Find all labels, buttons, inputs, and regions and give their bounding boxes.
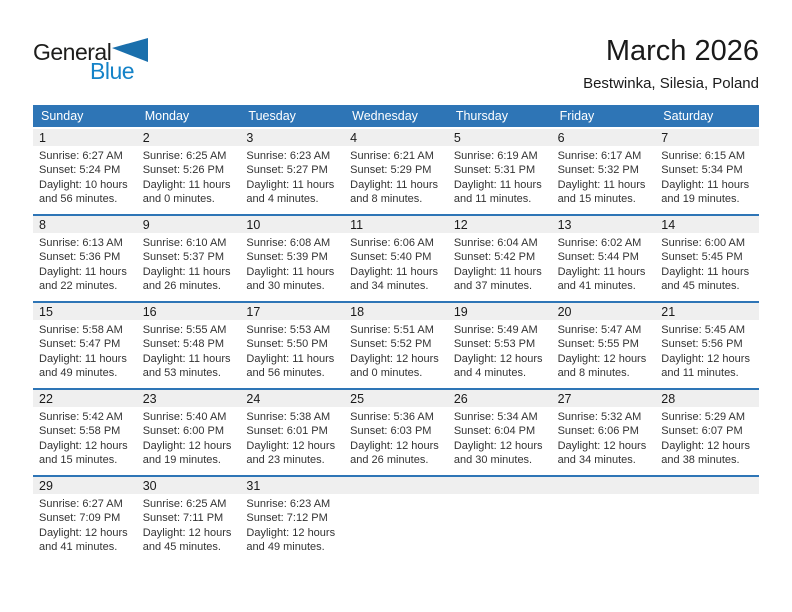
day-info-line: Sunset: 5:53 PM [453,338,536,351]
day-cell-body [33,494,137,555]
day-cell-body [344,407,448,468]
day-cell-body [240,494,344,555]
day-info-line: Sunset: 5:52 PM [350,338,432,351]
day-info-line: and 0 minutes. [350,367,423,380]
day-info-line: Sunrise: 6:27 AM [39,150,123,162]
day-info-line: Sunrise: 5:53 AM [246,324,331,336]
day-cell-17 [240,303,344,388]
day-number-band: 23 [137,390,241,407]
day-info-line: Daylight: 11 hours [39,265,127,278]
day-info-line: Sunrise: 6:21 AM [350,150,434,162]
day-cell-body [240,146,344,207]
day-info-line: and 41 minutes. [557,280,636,293]
day-cell-2 [137,129,241,214]
day-info-line: Sunrise: 5:32 AM [557,411,642,423]
day-info-line: Daylight: 11 hours [350,265,438,278]
day-cell-body [137,320,241,381]
day-info-line: and 11 minutes. [453,193,532,206]
day-number-band: 31 [240,477,344,494]
day-info-line: Sunrise: 6:27 AM [39,498,123,510]
weekday-header-monday: Monday [144,109,190,123]
day-info-line: Sunset: 6:00 PM [142,425,225,438]
day-number-band: 19 [448,303,552,320]
day-info-line: Daylight: 12 hours [142,526,232,539]
day-cell-20 [552,303,656,388]
logo-text-blue: Blue [90,58,135,84]
day-cell-9 [137,216,241,301]
day-info-line: Daylight: 12 hours [661,439,750,452]
day-info-line: Sunset: 5:37 PM [142,251,225,264]
day-info-line: Sunset: 5:31 PM [453,164,536,177]
day-cell-body [137,494,241,555]
day-cell-body [344,233,448,294]
day-info-line: Sunrise: 6:00 AM [661,237,746,249]
day-number-band: 28 [655,390,759,407]
day-info-line: Daylight: 11 hours [661,178,750,191]
day-info-line: Sunset: 5:56 PM [661,338,743,351]
day-info-line: Sunset: 7:09 PM [39,512,121,525]
general-blue-logo [33,38,148,83]
day-info-line: Sunset: 7:11 PM [142,512,224,525]
day-info-line: and 34 minutes. [350,280,429,293]
empty-day-cell [344,477,448,562]
day-number-band: 8 [33,216,137,233]
day-info-line: Sunset: 7:12 PM [246,512,328,525]
day-info-line: Sunrise: 5:55 AM [142,324,227,336]
day-cell-25 [344,390,448,475]
day-info-line: Sunrise: 6:02 AM [557,237,642,249]
day-number-band: 12 [448,216,552,233]
day-cell-12 [448,216,552,301]
day-info-line: Sunset: 5:48 PM [142,338,225,351]
weekday-header-friday: Friday [559,109,595,123]
day-cell-5 [448,129,552,214]
day-number-band: 9 [137,216,241,233]
day-info-line: and 11 minutes. [661,367,739,380]
day-cell-26 [448,390,552,475]
day-cell-body [448,407,552,468]
day-info-line: Daylight: 11 hours [453,265,542,278]
day-info-line: Sunrise: 6:23 AM [246,498,331,510]
day-info-line: Daylight: 12 hours [557,352,647,365]
day-info-line: Sunrise: 6:04 AM [453,237,538,249]
day-cell-27 [552,390,656,475]
day-number-band: 29 [33,477,137,494]
day-info-line: Sunrise: 6:17 AM [557,150,642,162]
day-cell-body [344,146,448,207]
empty-day-cell [448,477,552,562]
day-info-line: and 4 minutes. [246,193,319,206]
day-cell-22 [33,390,137,475]
day-info-line: Sunset: 5:32 PM [557,164,639,177]
day-info-line: Sunset: 6:04 PM [453,425,536,438]
day-info-line: Sunrise: 6:10 AM [142,237,227,249]
day-cell-21 [655,303,759,388]
day-cell-body [240,320,344,381]
day-info-line: Sunrise: 5:36 AM [350,411,434,423]
day-cell-body [33,233,137,294]
day-cell-30 [137,477,241,562]
week-row-2 [33,214,759,301]
day-number-band: 11 [344,216,448,233]
day-cell-body [655,233,759,294]
day-cell-10 [240,216,344,301]
day-info-line: Daylight: 12 hours [350,439,439,452]
day-info-line: Sunset: 5:24 PM [39,164,121,177]
day-cell-1 [33,129,137,214]
day-cell-body [240,407,344,468]
page-header [33,36,759,100]
day-info-line: Daylight: 11 hours [453,178,542,191]
day-info-line: Daylight: 12 hours [246,526,336,539]
day-number-band: 27 [552,390,656,407]
day-info-line: Sunset: 5:55 PM [557,338,639,351]
day-info-line: Daylight: 11 hours [661,265,750,278]
day-info-line: and 19 minutes. [661,193,740,206]
day-cell-29 [33,477,137,562]
day-number-band [344,477,448,494]
day-info-line: and 49 minutes. [246,541,325,554]
week-row-4 [33,388,759,475]
day-info-line: Daylight: 11 hours [557,178,646,191]
day-info-line: Daylight: 11 hours [142,265,231,278]
day-cell-6 [552,129,656,214]
day-number-band: 26 [448,390,552,407]
day-info-line: Sunset: 5:26 PM [142,164,225,177]
day-info-line: and 37 minutes. [453,280,533,293]
day-info-line: Daylight: 11 hours [142,178,231,191]
day-cell-body [552,320,656,381]
day-info-line: Sunrise: 6:19 AM [453,150,538,162]
weekday-header-sunday: Sunday [41,109,84,123]
day-info-line: Sunrise: 5:49 AM [453,324,538,336]
day-number-band [655,477,759,494]
day-info-line: Sunrise: 6:06 AM [350,237,434,249]
day-number-band: 18 [344,303,448,320]
weekday-header-thursday: Thursday [455,109,508,123]
day-info-line: and 22 minutes. [39,280,118,293]
calendar-grid [33,105,759,562]
day-number-band: 10 [240,216,344,233]
day-number-band: 13 [552,216,656,233]
week-row-1 [33,129,759,214]
day-number-band: 20 [552,303,656,320]
day-info-line: and 45 minutes. [661,280,740,293]
day-cell-24 [240,390,344,475]
title-block [583,36,759,92]
day-info-line: Sunset: 5:39 PM [246,251,328,264]
day-info-line: Daylight: 12 hours [453,352,543,365]
day-cell-31 [240,477,344,562]
day-info-line: Sunrise: 6:23 AM [246,150,331,162]
day-cell-body [552,407,656,468]
day-info-line: and 41 minutes. [39,541,118,554]
day-info-line: Sunrise: 6:25 AM [142,498,227,510]
day-info-line: and 38 minutes. [661,454,740,467]
day-cell-body [137,233,241,294]
day-info-line: Sunset: 5:50 PM [246,338,328,351]
day-info-line: and 8 minutes. [350,193,423,206]
day-info-line: Sunrise: 6:08 AM [246,237,331,249]
weeks-container [33,129,759,562]
day-info-line: and 56 minutes. [246,367,325,380]
day-info-line: Daylight: 11 hours [350,178,438,191]
day-info-line: Sunrise: 5:40 AM [142,411,227,423]
day-info-line: and 4 minutes. [453,367,526,380]
weekday-header-saturday: Saturday [663,109,714,123]
weekday-header-tuesday: Tuesday [248,109,296,123]
day-cell-4 [344,129,448,214]
day-cell-body [448,320,552,381]
day-info-line: Sunset: 6:01 PM [246,425,328,438]
day-info-line: Sunset: 5:58 PM [39,425,121,438]
day-number-band [552,477,656,494]
day-info-line: Sunset: 5:45 PM [661,251,743,264]
day-cell-3 [240,129,344,214]
day-info-line: Sunset: 6:03 PM [350,425,432,438]
day-number-band: 22 [33,390,137,407]
day-number-band: 3 [240,129,344,146]
day-info-line: and 56 minutes. [39,193,118,206]
day-cell-7 [655,129,759,214]
day-info-line: Sunrise: 6:25 AM [142,150,227,162]
day-info-line: Sunset: 6:07 PM [661,425,743,438]
day-info-line: Sunrise: 5:34 AM [453,411,538,423]
day-number-band: 5 [448,129,552,146]
day-info-line: Daylight: 11 hours [557,265,646,278]
day-info-line: Sunset: 5:36 PM [39,251,121,264]
day-info-line: Sunrise: 5:58 AM [39,324,123,336]
day-number-band: 14 [655,216,759,233]
day-info-line: and 26 minutes. [350,454,429,467]
day-info-line: and 23 minutes. [246,454,325,467]
day-number-band: 6 [552,129,656,146]
day-number-band: 25 [344,390,448,407]
day-cell-body [448,146,552,207]
day-number-band: 17 [240,303,344,320]
day-info-line: and 19 minutes. [142,454,221,467]
day-cell-body [137,407,241,468]
day-cell-14 [655,216,759,301]
day-info-line: Daylight: 12 hours [661,352,750,365]
day-number-band: 21 [655,303,759,320]
day-cell-body [137,146,241,207]
weekday-header-row [33,105,759,127]
day-info-line: Sunset: 5:40 PM [350,251,432,264]
day-info-line: Daylight: 11 hours [142,352,231,365]
day-info-line: Daylight: 11 hours [39,352,127,365]
day-info-line: and 49 minutes. [39,367,118,380]
day-info-line: Sunset: 5:42 PM [453,251,536,264]
day-cell-body [448,233,552,294]
day-info-line: Daylight: 12 hours [246,439,336,452]
day-info-line: Sunset: 6:06 PM [557,425,639,438]
day-info-line: Sunset: 5:44 PM [557,251,639,264]
day-info-line: and 30 minutes. [246,280,325,293]
day-info-line: Daylight: 12 hours [350,352,439,365]
day-number-band: 30 [137,477,241,494]
day-info-line: Daylight: 12 hours [142,439,232,452]
day-info-line: Sunrise: 5:45 AM [661,324,746,336]
day-number-band [448,477,552,494]
day-number-band: 15 [33,303,137,320]
day-info-line: and 34 minutes. [557,454,636,467]
day-cell-body [552,146,656,207]
day-cell-23 [137,390,241,475]
week-row-3 [33,301,759,388]
day-info-line: and 15 minutes. [39,454,118,467]
day-info-line: Sunrise: 5:51 AM [350,324,434,336]
day-cell-body [655,407,759,468]
empty-day-cell [655,477,759,562]
day-info-line: Daylight: 11 hours [246,265,335,278]
day-number-band: 7 [655,129,759,146]
page-subtitle: Bestwinka, Silesia, Poland [583,75,759,93]
day-info-line: Sunset: 5:34 PM [661,164,743,177]
day-info-line: and 53 minutes. [142,367,221,380]
day-number-band: 2 [137,129,241,146]
day-info-line: and 0 minutes. [142,193,215,206]
empty-day-cell [552,477,656,562]
day-cell-body [33,146,137,207]
day-info-line: Daylight: 12 hours [39,526,128,539]
day-cell-13 [552,216,656,301]
day-info-line: Sunrise: 6:15 AM [661,150,746,162]
day-cell-body [655,146,759,207]
day-number-band: 24 [240,390,344,407]
weekday-header-wednesday: Wednesday [352,109,418,123]
day-cell-11 [344,216,448,301]
day-number-band: 16 [137,303,241,320]
day-info-line: Daylight: 12 hours [557,439,647,452]
day-info-line: and 26 minutes. [142,280,221,293]
day-cell-body [240,233,344,294]
day-info-line: Sunset: 5:29 PM [350,164,432,177]
day-info-line: Sunrise: 5:47 AM [557,324,642,336]
week-row-5 [33,475,759,562]
day-info-line: Sunrise: 5:29 AM [661,411,746,423]
day-cell-body [344,320,448,381]
day-number-band: 4 [344,129,448,146]
day-info-line: Sunrise: 5:42 AM [39,411,123,423]
day-info-line: Daylight: 12 hours [453,439,543,452]
day-cell-19 [448,303,552,388]
day-info-line: and 45 minutes. [142,541,221,554]
day-cell-16 [137,303,241,388]
day-info-line: Sunrise: 6:13 AM [39,237,123,249]
day-info-line: Daylight: 11 hours [246,352,335,365]
day-cell-18 [344,303,448,388]
day-cell-8 [33,216,137,301]
day-number-band: 1 [33,129,137,146]
day-info-line: and 8 minutes. [557,367,630,380]
day-cell-body [33,320,137,381]
day-info-line: Daylight: 11 hours [246,178,335,191]
day-cell-body [33,407,137,468]
day-info-line: Sunset: 5:27 PM [246,164,328,177]
day-info-line: Sunrise: 5:38 AM [246,411,331,423]
day-info-line: Sunset: 5:47 PM [39,338,121,351]
day-info-line: and 30 minutes. [453,454,533,467]
day-info-line: Daylight: 12 hours [39,439,128,452]
day-cell-body [655,320,759,381]
day-info-line: Daylight: 10 hours [39,178,128,191]
day-cell-28 [655,390,759,475]
day-cell-15 [33,303,137,388]
page-title: March 2026 [605,35,759,67]
day-info-line: and 15 minutes. [557,193,636,206]
day-cell-body [552,233,656,294]
logo-text-general: General [33,39,112,65]
